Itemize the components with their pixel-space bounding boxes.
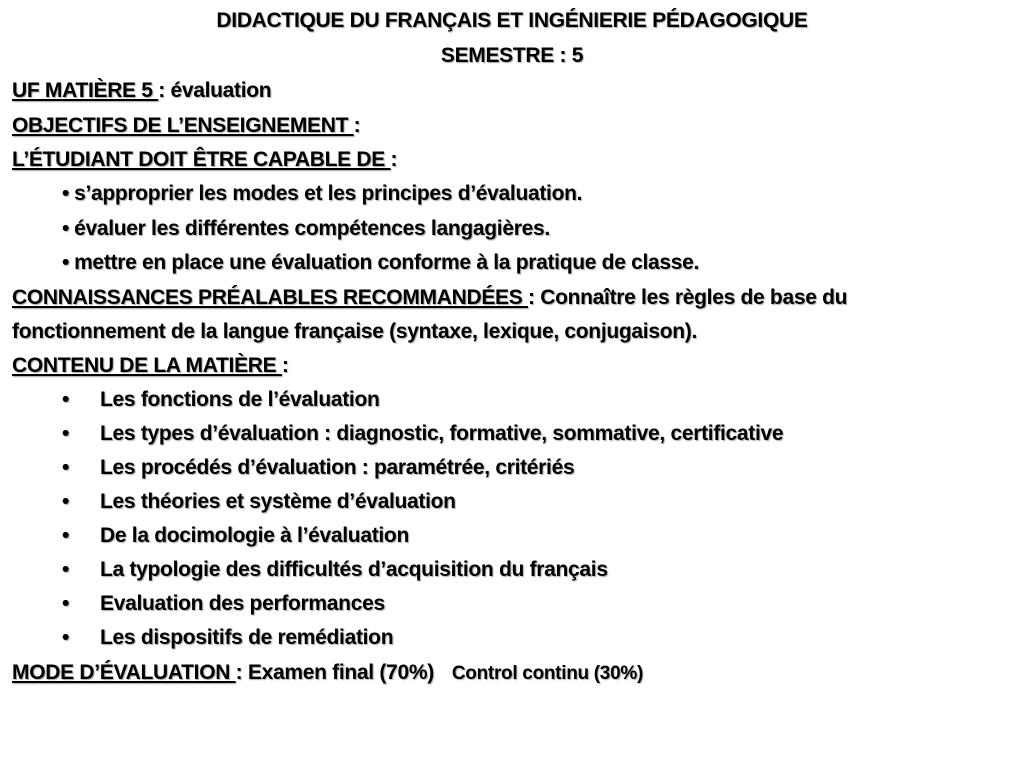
objective-item: [62, 251, 699, 275]
bullet-icon: •: [62, 626, 70, 649]
prerequisites-text: : Connaître les règles de base du: [527, 286, 848, 309]
evaluation-line: [12, 661, 643, 685]
semester-label: SEMESTRE : 5: [440, 44, 584, 67]
uf-value: : évaluation: [158, 79, 272, 102]
bullet-icon: •: [62, 182, 70, 205]
content-item-text: Les théories et système d’évaluation: [100, 490, 456, 513]
content-item-text: Les dispositifs de remédiation: [100, 626, 394, 649]
prerequisites-continuation: fonctionnement de la langue française (syntaxe, lexique, conjugaison).: [12, 320, 697, 343]
prerequisites-heading: CONNAISSANCES PRÉALABLES RECOMMANDÉES: [12, 286, 528, 309]
content-item-text: Evaluation des performances: [100, 592, 385, 615]
objectives-colon: :: [353, 114, 361, 137]
objective-item-text: évaluer les différentes compétences langagières.: [74, 217, 550, 240]
bullet-icon: •: [62, 422, 70, 445]
content-colon: :: [281, 354, 289, 377]
bullet-icon: •: [62, 524, 70, 547]
bullet-icon: •: [62, 456, 70, 479]
student-heading: [12, 148, 397, 172]
objective-item-text: s’approprier les modes et les principes d’évaluation.: [74, 182, 583, 205]
objectives-heading-text: OBJECTIFS DE L’ENSEIGNEMENT: [12, 114, 354, 137]
uf-line: [12, 79, 271, 103]
content-item-text: Les procédés d’évaluation : paramétrée, critériés: [100, 456, 575, 479]
evaluation-final-exam: : Examen final (70%): [235, 661, 434, 684]
student-colon: :: [390, 148, 398, 171]
uf-label: UF MATIÈRE 5: [12, 79, 159, 102]
bullet-icon: •: [62, 558, 70, 581]
content-heading-text: CONTENU DE LA MATIÈRE: [12, 354, 282, 377]
bullet-icon: •: [62, 217, 70, 240]
content-item-text: Les fonctions de l’évaluation: [100, 388, 380, 411]
content-item-text: De la docimologie à l’évaluation: [100, 524, 409, 547]
content-item-text: La typologie des difficultés d’acquisition du français: [100, 558, 608, 581]
content-heading: [12, 354, 289, 378]
objective-item-text: mettre en place une évaluation conforme à la pratique de classe.: [74, 251, 700, 274]
prerequisites-line: [12, 286, 847, 310]
bullet-icon: •: [62, 592, 70, 615]
evaluation-heading: MODE D’ÉVALUATION: [12, 661, 236, 684]
bullet-icon: •: [62, 490, 70, 513]
evaluation-continuous: Control continu (30%): [451, 663, 643, 684]
bullet-icon: •: [62, 251, 70, 274]
bullet-icon: •: [62, 388, 70, 411]
objective-item: [62, 182, 582, 206]
content-item-text: Les types d’évaluation : diagnostic, formative, sommative, certificative: [100, 422, 784, 445]
student-heading-text: L’ÉTUDIANT DOIT ÊTRE CAPABLE DE: [12, 148, 391, 171]
objectives-heading: [12, 114, 360, 138]
page-title: DIDACTIQUE DU FRANÇAIS ET INGÉNIERIE PÉDAGOGIQUE: [216, 9, 808, 32]
objective-item: [62, 217, 550, 241]
